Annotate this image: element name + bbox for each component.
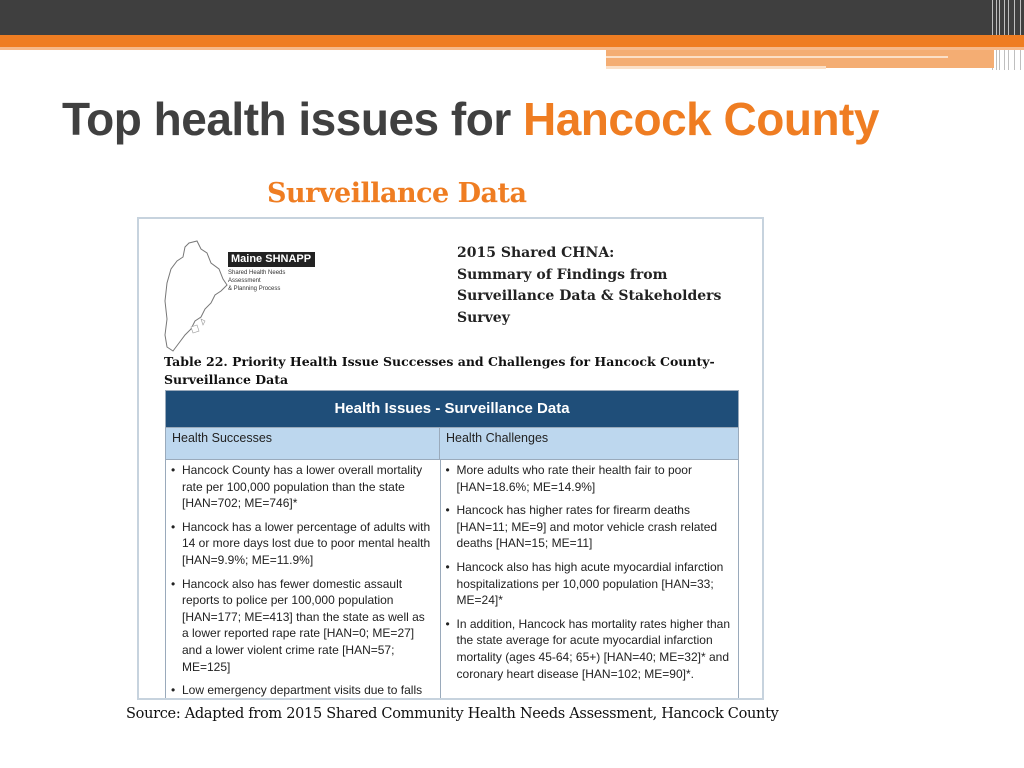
heading-line: Survey <box>457 309 510 326</box>
slide-title <box>62 92 879 146</box>
logo-subtitle <box>228 269 318 293</box>
title-text: Top health issues for <box>62 93 523 145</box>
heading-line: Surveillance Data & Stakeholders <box>457 288 722 304</box>
logo-subtitle-line-2: & Planning Process <box>228 286 281 292</box>
challenge-item: • More adults who rate their health fair to poor [HAN=18.6%; ME=14.9%] <box>457 462 732 495</box>
table-caption: Table 22. Priority Health Issue Successes and Challenges for Hancock County-Surveillance Data <box>164 354 715 387</box>
challenge-item: • Hancock also has high acute myocardial infarction hospitalizations per 10,000 population [HAN=33; ME=24]* <box>457 559 732 609</box>
logo-subtitle-line-1: Shared Health Needs Assessment <box>228 270 286 284</box>
document-heading <box>457 243 747 329</box>
top-dark-bar <box>0 0 1024 35</box>
successes-column <box>166 460 441 700</box>
column-header-challenges: Health Challenges <box>446 431 549 445</box>
table-body <box>166 460 738 700</box>
accent-line <box>606 56 948 58</box>
logo-title: Maine SHNAPP <box>228 252 315 267</box>
title-highlight: Hancock County <box>523 93 879 145</box>
success-item: • Hancock County has a lower overall mortality rate per 100,000 population than the state [HAN=702; ME=746]* <box>182 462 434 512</box>
challenge-item: • Hancock has higher rates for firearm deaths [HAN=11; ME=9] and motor vehicle crash related deaths [HAN=15; ME=11] <box>457 502 732 552</box>
maine-map-icon <box>161 239 231 354</box>
orange-band <box>0 35 1024 47</box>
heading-line: Summary of Findings from <box>457 266 668 283</box>
success-item: • Hancock also has fewer domestic assault reports to police per 100,000 population [HAN=177; ME=413] than the state as well as a lower reported rape rate [HAN=0; ME=27] and a lower violent crime rate [HAN=57; ME=125] <box>182 576 434 676</box>
challenges-column <box>441 460 738 700</box>
success-item: • Low emergency department visits due to falls <box>182 682 434 699</box>
health-issues-table <box>165 390 739 700</box>
table-title: Health Issues - Surveillance Data <box>166 391 738 427</box>
column-header-successes: Health Successes <box>166 428 440 459</box>
slide-subtitle: Surveillance Data <box>267 178 527 209</box>
challenge-item: • In addition, Hancock has mortality rates higher than the state average for acute myocardial infarction mortality (ages 45-64; 65+) [HAN=40; ME=32]* and coronary heart disease [HAN=102; ME=90]*. <box>457 616 732 682</box>
heading-line: 2015 Shared CHNA: <box>457 245 615 261</box>
source-note: Source: Adapted from 2015 Shared Community Health Needs Assessment, Hancock County <box>126 706 779 722</box>
table-column-headers <box>166 427 738 460</box>
document-image <box>137 217 764 700</box>
success-item: • Hancock has a lower percentage of adults with 14 or more days lost due to poor mental health [HAN=9.9%; ME=11.9%] <box>182 519 434 569</box>
accent-line-lower <box>606 66 826 69</box>
